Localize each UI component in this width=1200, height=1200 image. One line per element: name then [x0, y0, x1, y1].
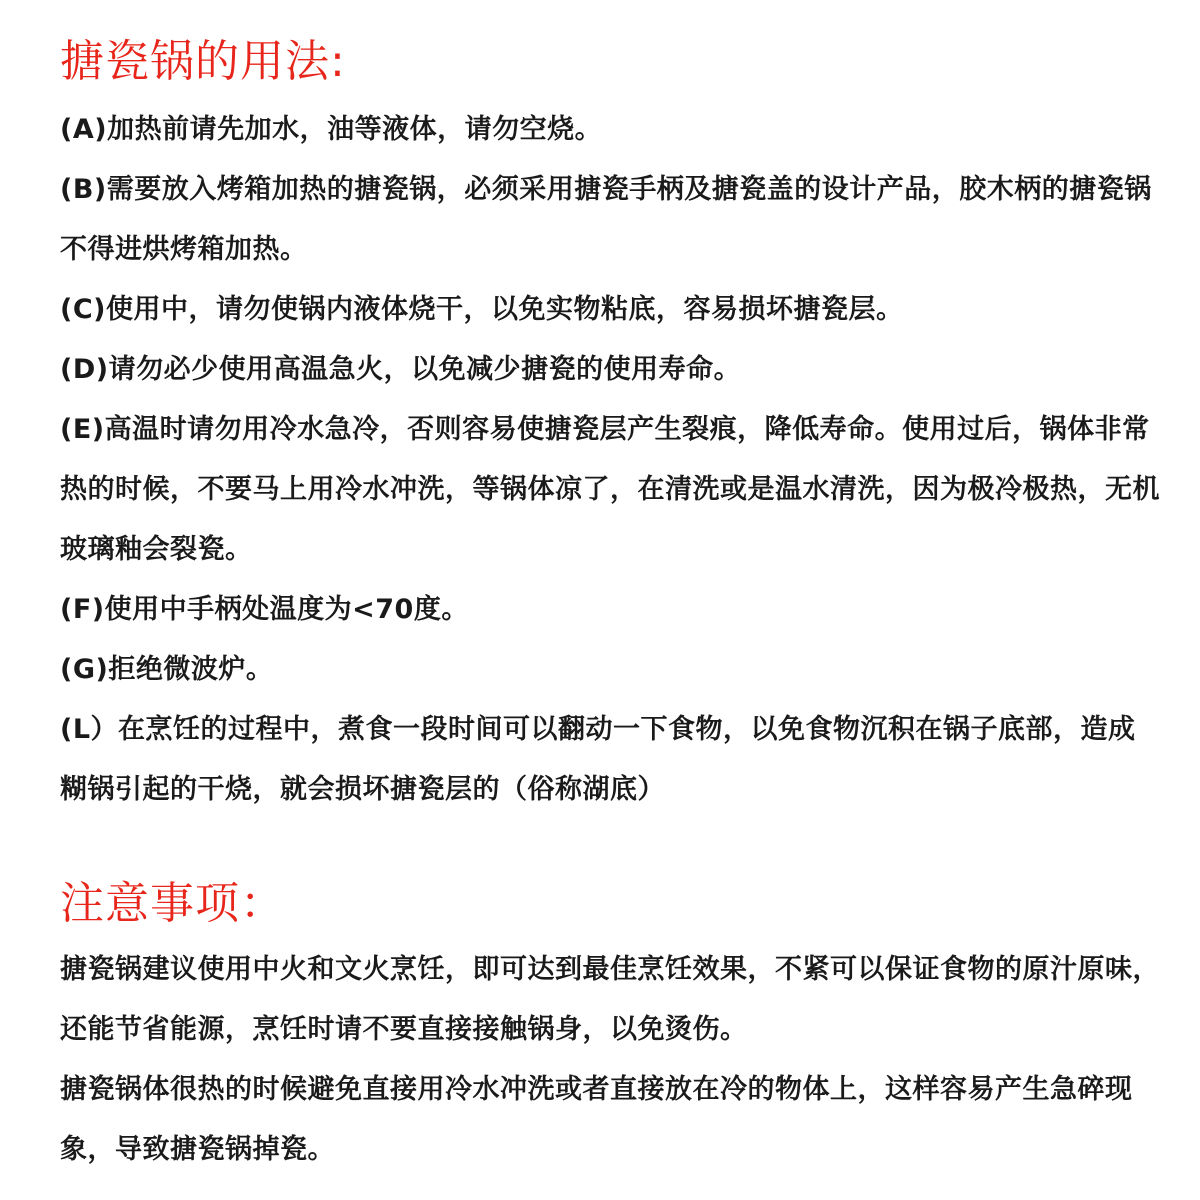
usage-item-c: (C)使用中，请勿使锅内液体烧干，以免实物粘底，容易损坏搪瓷层。: [60, 294, 904, 325]
usage-item-l: (L）在烹饪的过程中，煮食一段时间可以翻动一下食物，以免食物沉积在锅子底部，造成糊锅引起的干烧，就会损坏搪瓷层的（俗称湖底）: [60, 714, 1136, 805]
notes-item-1: 搪瓷锅建议使用中火和文火烹饪，即可达到最佳烹饪效果，不紧可以保证食物的原汁原味，还能节省能源，烹饪时请不要直接接触锅身，以免烫伤。: [60, 954, 1160, 1045]
usage-item-e: (E)高温时请勿用冷水急冷，否则容易使搪瓷层产生裂痕，降低寿命。使用过后，锅体非常热的时候，不要马上用冷水冲洗，等锅体凉了，在清洗或是温水清洗，因为极冷极热，无机玻璃釉会裂瓷。: [60, 414, 1160, 565]
notes-heading: 注意事项：: [60, 878, 285, 929]
usage-item-f: (F)使用中手柄处温度为<70度。: [60, 594, 469, 625]
usage-item-b: (B)需要放入烤箱加热的搪瓷锅，必须采用搪瓷手柄及搪瓷盖的设计产品，胶木柄的搪瓷锅不得进烘烤箱加热。: [60, 174, 1152, 265]
notes-list: [60, 940, 1160, 1180]
usage-item-d: (D)请勿必少使用高温急火，以免减少搪瓷的使用寿命。: [60, 354, 742, 385]
usage-item-g: (G)拒绝微波炉。: [60, 654, 274, 685]
usage-list: [60, 100, 1160, 820]
usage-item-a: (A)加热前请先加水，油等液体，请勿空烧。: [60, 114, 603, 145]
notes-item-2: 搪瓷锅体很热的时候避免直接用冷水冲洗或者直接放在冷的物体上，这样容易产生急碎现象，导致搪瓷锅掉瓷。: [60, 1074, 1133, 1165]
usage-heading: 搪瓷锅的用法:: [60, 36, 346, 87]
